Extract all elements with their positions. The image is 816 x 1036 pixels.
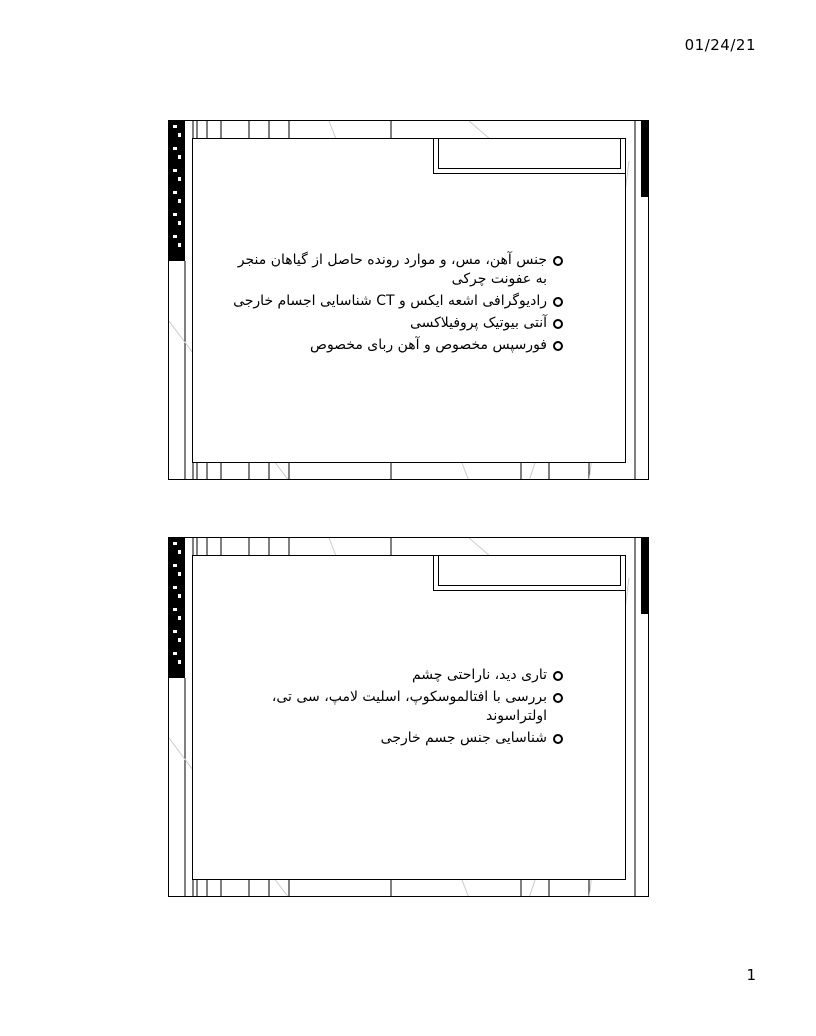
slide-title-box <box>433 555 626 591</box>
list-item: آنتی بیوتیک پروفیلاکسی <box>233 314 563 333</box>
slide-content-panel <box>192 555 626 880</box>
bullet-icon <box>553 734 563 744</box>
page-date: 01/24/21 <box>684 36 756 54</box>
bullet-icon <box>553 297 563 307</box>
bullet-icon <box>553 319 563 329</box>
list-item: جنس آهن، مس، و موارد رونده حاصل از گیاهان منجر به عفونت چرکی <box>233 251 563 289</box>
slide-content-panel <box>192 138 626 463</box>
slide-1 <box>168 120 649 480</box>
bullet-icon <box>553 341 563 351</box>
bullet-icon <box>553 693 563 703</box>
list-item: بررسی با افتالموسکوپ، اسلیت لامپ، سی تی، اولتراسوند <box>233 688 563 726</box>
list-item: تاری دید، ناراحتی چشم <box>233 666 563 685</box>
list-item: فورسپس مخصوص و آهن ربای مخصوص <box>233 336 563 355</box>
slide-title-box <box>433 138 626 174</box>
slide-2 <box>168 537 649 897</box>
bullet-icon <box>553 256 563 266</box>
bullet-list <box>233 251 563 358</box>
page-number: 1 <box>746 966 756 984</box>
bullet-list <box>233 666 563 751</box>
bullet-icon <box>553 671 563 681</box>
list-item: رادیوگرافی اشعه ایکس و CT شناسایی اجسام خارجی <box>233 292 563 311</box>
list-item: شناسایی جنس جسم خارجی <box>233 729 563 748</box>
